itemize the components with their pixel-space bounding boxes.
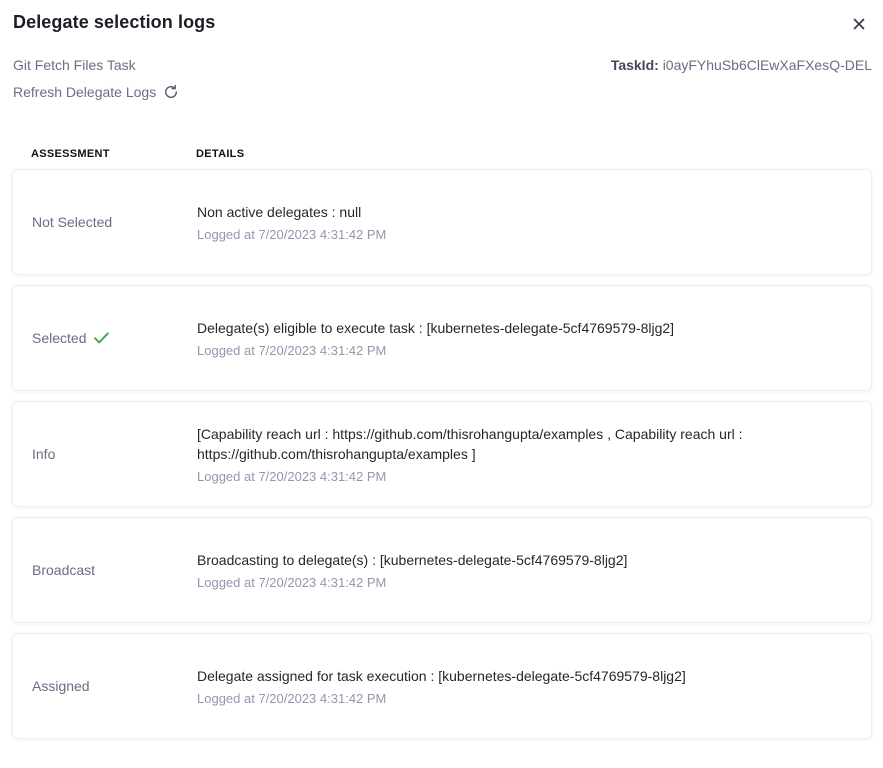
detail-text: Delegate assigned for task execution : [kubernetes-delegate-5cf4769579-8ljg2] — [197, 667, 686, 684]
details-cell — [197, 424, 841, 485]
log-row — [12, 285, 872, 391]
detail-text: Non active delegates : null — [197, 203, 362, 220]
assessment-label: Selected — [32, 330, 87, 346]
task-id-label: TaskId: — [610, 57, 659, 73]
log-row — [12, 633, 872, 739]
refresh-row — [0, 84, 883, 102]
assessment-label: Broadcast — [32, 562, 96, 578]
logged-at: Logged at 7/20/2023 4:31:42 PM — [197, 343, 387, 359]
log-row — [12, 401, 872, 507]
assessment-cell — [32, 678, 197, 694]
refresh-delegate-logs-button[interactable] — [13, 84, 179, 100]
check-icon — [93, 331, 110, 345]
modal-header — [0, 0, 883, 34]
refresh-button-label: Refresh Delegate Logs — [13, 84, 157, 100]
logged-at: Logged at 7/20/2023 4:31:42 PM — [197, 469, 387, 485]
details-cell — [197, 550, 841, 590]
logged-at: Logged at 7/20/2023 4:31:42 PM — [197, 227, 387, 243]
assessment-cell — [32, 562, 197, 578]
log-rows — [12, 169, 872, 739]
log-row — [12, 517, 872, 623]
assessment-cell — [32, 214, 197, 230]
assessment-label: Not Selected — [32, 214, 113, 230]
close-button[interactable] — [849, 14, 869, 34]
log-row — [12, 169, 872, 275]
column-header-assessment: ASSESSMENT — [31, 148, 110, 160]
column-header-details: DETAILS — [196, 148, 245, 160]
close-icon — [851, 16, 867, 32]
details-cell — [197, 318, 841, 358]
assessment-cell — [32, 446, 197, 462]
detail-text: Delegate(s) eligible to execute task : [kubernetes-delegate-5cf4769579-8ljg2] — [197, 319, 675, 336]
task-subheader — [0, 57, 883, 73]
details-cell — [197, 202, 841, 242]
task-id-value: i0ayFYhuSb6ClEwXaFXesQ-DEL — [662, 57, 872, 73]
assessment-label: Assigned — [32, 678, 90, 694]
assessment-cell — [32, 330, 197, 346]
details-cell — [197, 666, 841, 706]
detail-text: [Capability reach url : https://github.com/thisrohangupta/examples , Capability reach url : https://github.com/thisrohangupta/examples ] — [197, 425, 743, 462]
assessment-label: Info — [32, 446, 56, 462]
logged-at: Logged at 7/20/2023 4:31:42 PM — [197, 575, 387, 591]
detail-text: Broadcasting to delegate(s) : [kubernetes-delegate-5cf4769579-8ljg2] — [197, 551, 628, 568]
task-name: Git Fetch Files Task — [13, 57, 136, 73]
page-title: Delegate selection logs — [13, 12, 216, 32]
logged-at: Logged at 7/20/2023 4:31:42 PM — [197, 691, 387, 707]
task-id — [611, 57, 872, 73]
table-header — [0, 148, 883, 160]
refresh-icon — [163, 84, 179, 100]
